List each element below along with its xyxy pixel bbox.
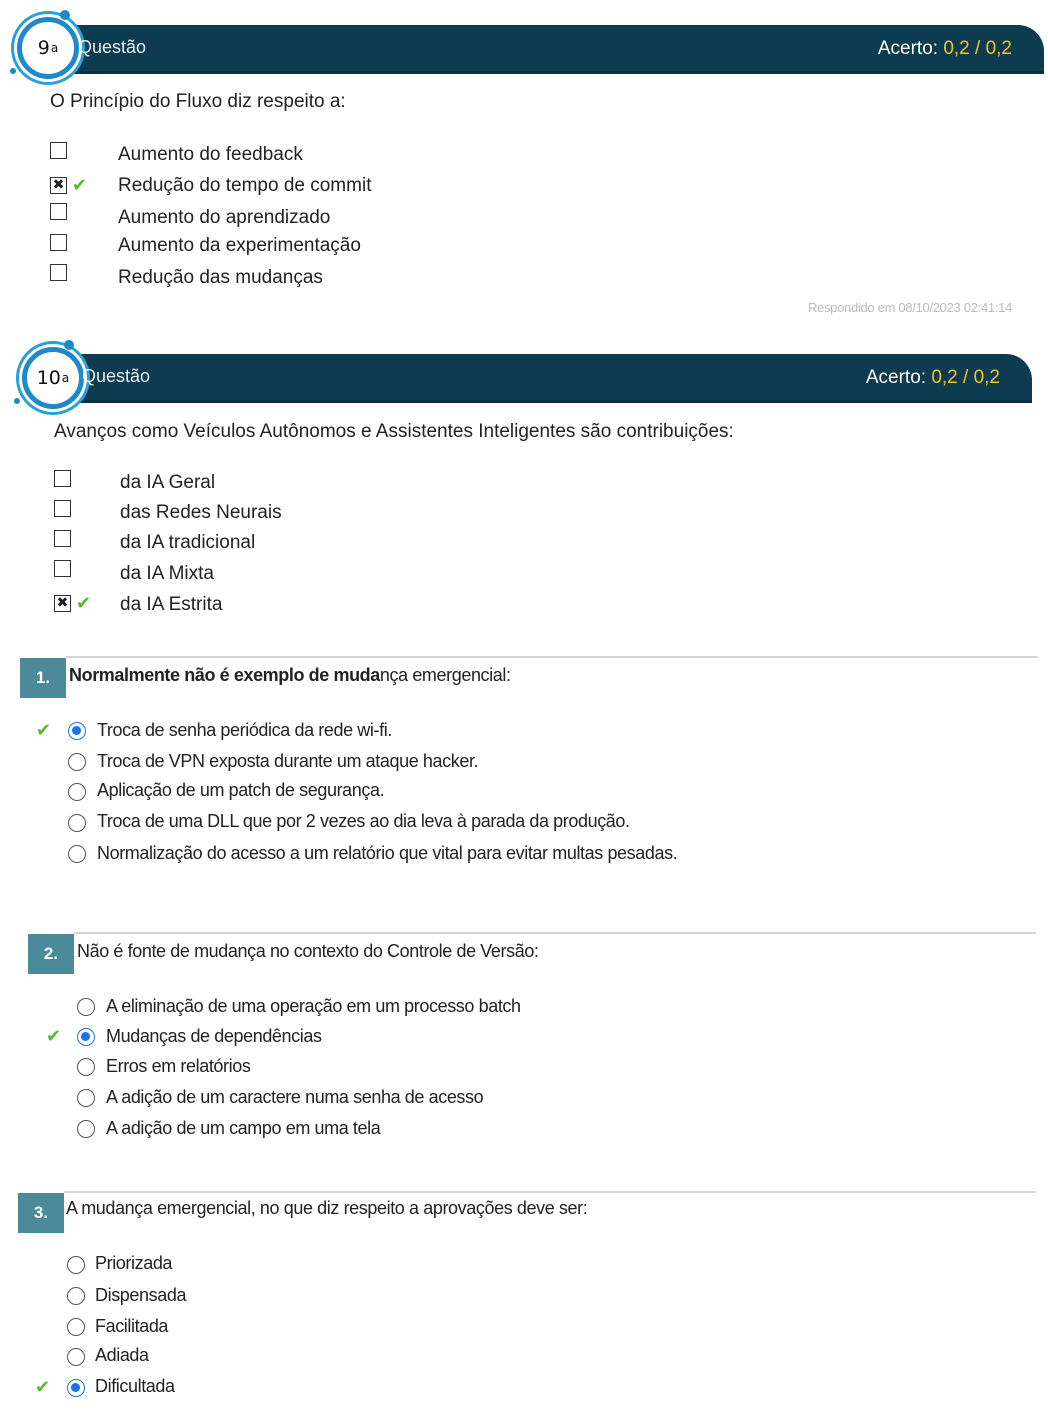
- q9-option-5-checkbox[interactable]: [50, 264, 67, 281]
- q1-option-5-radio[interactable]: [68, 845, 86, 863]
- q3-option-2-radio[interactable]: [67, 1287, 85, 1305]
- q10-option-2-checkbox[interactable]: [54, 500, 71, 517]
- question-9-ordinal: a: [50, 41, 59, 55]
- correct-check-icon: ✔: [35, 1377, 51, 1398]
- q2-option-3-label: Erros em relatórios: [106, 1056, 251, 1076]
- q10-option-2-label: das Redes Neurais: [120, 502, 282, 523]
- q9-option-1-label: Aumento do feedback: [118, 144, 303, 165]
- q2-option-1-radio[interactable]: [77, 998, 95, 1016]
- score-label: Acerto:: [877, 38, 939, 59]
- q1-option-1-radio[interactable]: [68, 722, 86, 740]
- question-2-number: 2.: [28, 934, 74, 974]
- q2-option-1-label: A eliminação de uma operação em um processo batch: [106, 996, 521, 1016]
- q3-option-1-radio[interactable]: [67, 1256, 85, 1274]
- badge-dot-icon: [10, 68, 16, 74]
- question-1-prompt-rest: nça emergencial:: [379, 665, 511, 685]
- question-10-label: Questão: [82, 366, 151, 386]
- question-1-divider: [66, 656, 1038, 658]
- q9-option-2-checkbox[interactable]: ✖: [50, 177, 67, 194]
- q3-option-4-radio[interactable]: [67, 1348, 85, 1366]
- badge-dot-icon: [14, 398, 20, 404]
- question-1-prompt-bold: Normalmente não é exemplo de muda: [69, 665, 380, 685]
- q3-option-2-label: Dispensada: [95, 1285, 187, 1305]
- q10-option-3-checkbox[interactable]: [54, 530, 71, 547]
- correct-check-icon: ✔: [36, 720, 52, 741]
- q1-option-3-label: Aplicação de um patch de segurança.: [97, 780, 385, 800]
- q10-option-4-checkbox[interactable]: [54, 560, 71, 577]
- q9-option-3-label: Aumento do aprendizado: [118, 207, 331, 228]
- question-10-prompt: Avanços como Veículos Autônomos e Assistentes Inteligentes são contribuições:: [54, 421, 734, 442]
- score-label: Acerto:: [865, 367, 927, 388]
- question-10-ordinal: a: [61, 371, 70, 385]
- q2-option-4-label: A adição de um caractere numa senha de acesso: [106, 1087, 484, 1107]
- badge-dot-icon: [64, 340, 74, 350]
- q2-option-4-radio[interactable]: [77, 1089, 95, 1107]
- answered-timestamp: Respondido em 08/10/2023 02:41:14: [807, 300, 1012, 315]
- question-9-badge: [17, 17, 79, 79]
- q9-option-1-checkbox[interactable]: [50, 142, 67, 159]
- correct-check-icon: ✔: [72, 175, 88, 196]
- q3-option-5-radio[interactable]: [67, 1379, 85, 1397]
- q2-option-5-radio[interactable]: [77, 1120, 95, 1138]
- question-2-divider: [74, 932, 1036, 934]
- q3-option-1-label: Priorizada: [95, 1253, 173, 1273]
- question-10-number: 10: [36, 367, 61, 389]
- q10-option-1-checkbox[interactable]: [54, 470, 71, 487]
- badge-dot-icon: [60, 10, 70, 20]
- question-9-number: 9: [37, 37, 50, 59]
- score-value: 0,2 / 0,2: [943, 38, 1012, 59]
- q1-option-5-label: Normalização do acesso a um relatório que vital para evitar multas pesadas.: [97, 843, 678, 863]
- q9-option-4-checkbox[interactable]: [50, 234, 67, 251]
- q9-option-4-label: Aumento da experimentação: [118, 235, 361, 256]
- q10-option-1-label: da IA Geral: [120, 472, 216, 493]
- q2-option-3-radio[interactable]: [77, 1058, 95, 1076]
- correct-check-icon: ✔: [46, 1026, 62, 1047]
- q9-option-3-checkbox[interactable]: [50, 203, 67, 220]
- question-1-number: 1.: [20, 658, 66, 698]
- q2-option-2-label: Mudanças de dependências: [106, 1026, 322, 1046]
- question-1-prompt: [69, 665, 511, 686]
- q10-option-3-label: da IA tradicional: [120, 532, 256, 553]
- q3-option-3-label: Facilitada: [95, 1316, 169, 1336]
- q2-option-2-radio[interactable]: [77, 1028, 95, 1046]
- q3-option-5-label: Dificultada: [95, 1376, 175, 1396]
- q2-option-5-label: A adição de um campo em uma tela: [106, 1118, 381, 1138]
- q1-option-4-radio[interactable]: [68, 814, 86, 832]
- question-10-badge: [22, 347, 84, 409]
- q9-option-5-label: Redução das mudanças: [118, 267, 323, 288]
- q1-option-2-label: Troca de VPN exposta durante um ataque hacker.: [97, 751, 479, 771]
- q10-option-4-label: da IA Mixta: [120, 563, 214, 584]
- question-3-divider: [64, 1191, 1036, 1193]
- correct-check-icon: ✔: [76, 593, 92, 614]
- question-2-prompt: Não é fonte de mudança no contexto do Controle de Versão:: [77, 941, 539, 961]
- score-value: 0,2 / 0,2: [931, 367, 1000, 388]
- question-3-number: 3.: [18, 1193, 64, 1233]
- question-10-score: [866, 367, 1000, 389]
- question-9-prompt: O Princípio do Fluxo diz respeito a:: [50, 91, 346, 112]
- q1-option-2-radio[interactable]: [68, 753, 86, 771]
- q1-option-1-label: Troca de senha periódica da rede wi-fi.: [97, 720, 392, 740]
- q10-option-5-checkbox[interactable]: ✖: [54, 595, 71, 612]
- q9-option-2-label: Redução do tempo de commit: [118, 175, 372, 196]
- q3-option-4-label: Adiada: [95, 1345, 149, 1365]
- q1-option-4-label: Troca de uma DLL que por 2 vezes ao dia leva à parada da produção.: [97, 811, 630, 831]
- q10-option-5-label: da IA Estrita: [120, 594, 223, 615]
- q1-option-3-radio[interactable]: [68, 783, 86, 801]
- q3-option-3-radio[interactable]: [67, 1318, 85, 1336]
- question-3-prompt: A mudança emergencial, no que diz respeito a aprovações deve ser:: [66, 1198, 588, 1218]
- question-9-label: Questão: [78, 37, 147, 57]
- question-9-score: [878, 38, 1012, 60]
